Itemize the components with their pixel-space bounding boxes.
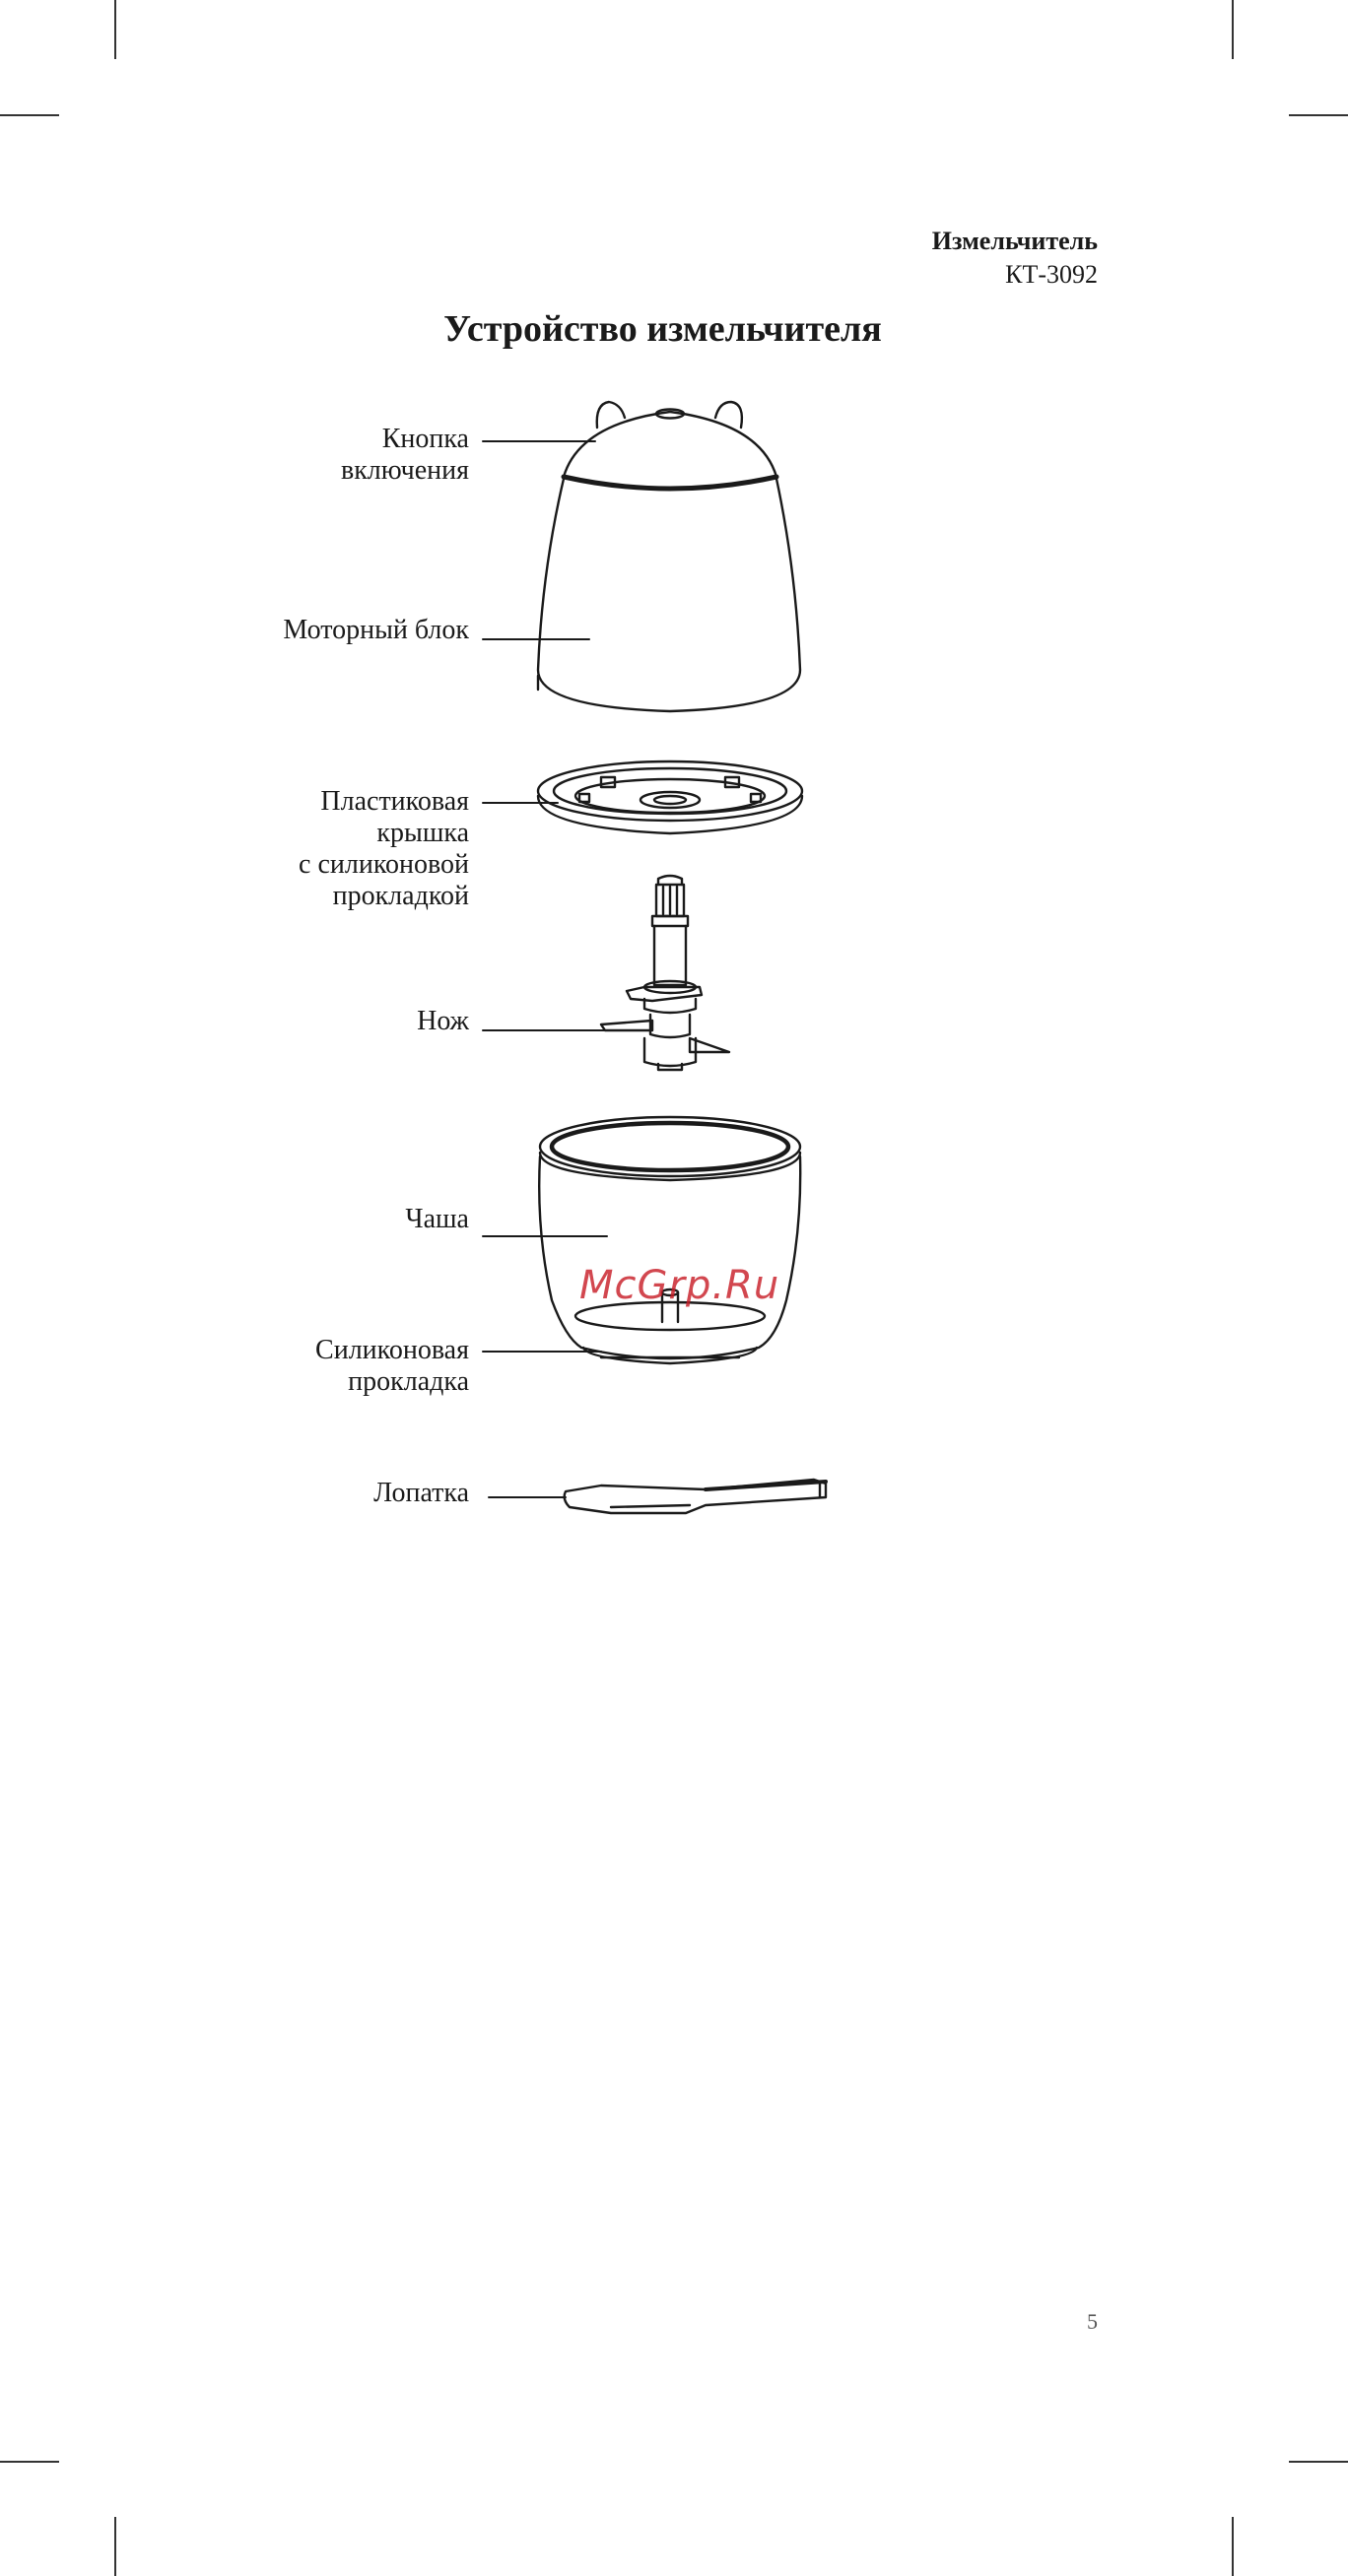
label-power-button: Кнопка включения <box>340 424 469 486</box>
lid <box>538 761 802 833</box>
page-number: 5 <box>1087 2309 1098 2334</box>
page-title: Устройство измельчителя <box>443 308 882 350</box>
watermark: McGrp.Ru <box>579 1263 780 1308</box>
label-lid: Пластиковая крышка с силиконовой прокладкой <box>299 786 469 911</box>
bowl <box>539 1117 800 1363</box>
label-spatula: Лопатка <box>373 1478 469 1508</box>
spatula <box>565 1480 826 1513</box>
label-blade: Нож <box>417 1006 469 1036</box>
label-motor-unit: Моторный блок <box>283 615 469 645</box>
header-product-name: Измельчитель <box>931 227 1098 255</box>
motor-unit <box>538 402 800 711</box>
label-bowl: Чаша <box>405 1204 469 1234</box>
leader-lines <box>483 441 650 1497</box>
header-model-number: КТ-3092 <box>1005 260 1098 289</box>
blade-assembly <box>601 876 729 1070</box>
label-gasket: Силиконовая прокладка <box>315 1335 469 1397</box>
